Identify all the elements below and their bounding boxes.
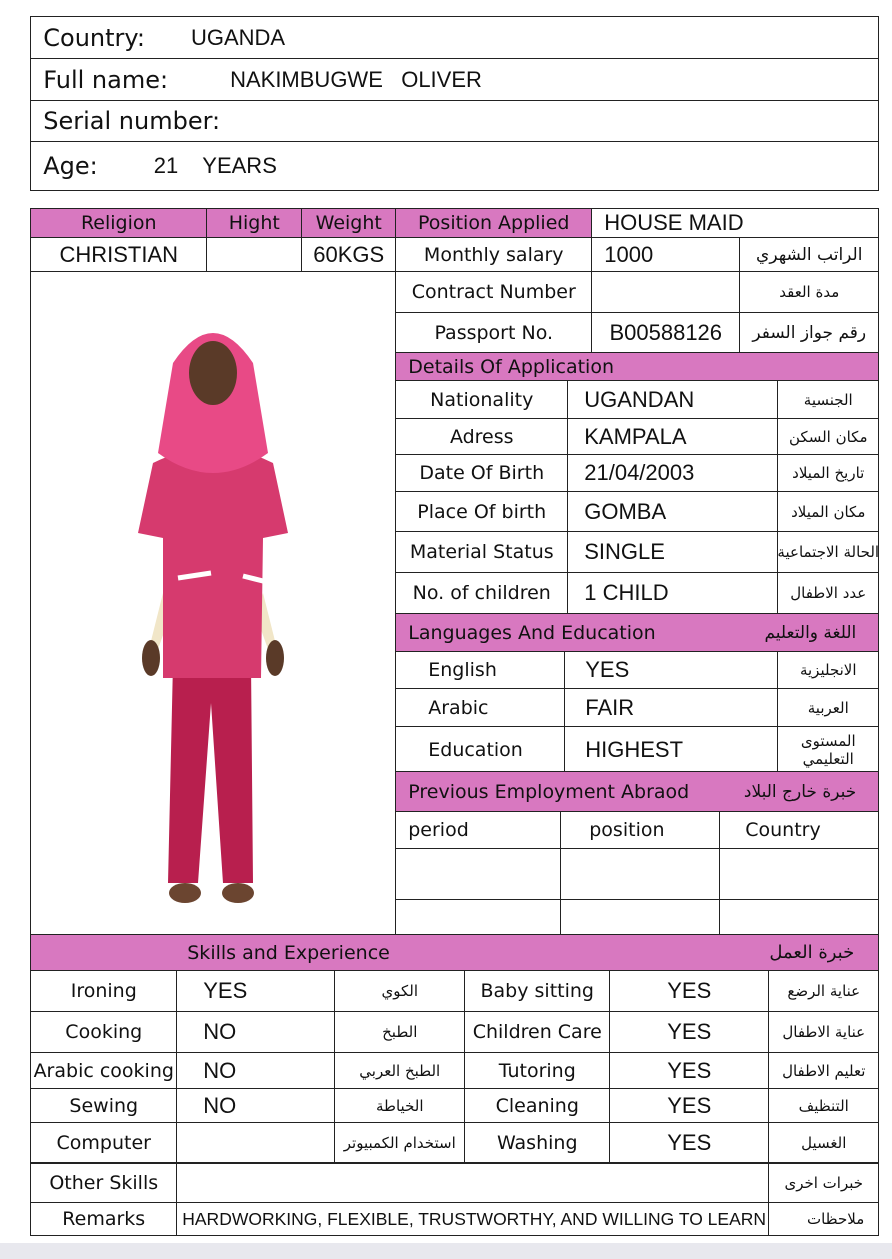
religion-label: Religion [30,208,207,238]
details-value: GOMBA [567,491,778,532]
details-ar: الجنسية [777,380,879,419]
applicant-photo [93,293,333,913]
passport-label: Passport No. [395,312,592,353]
language-label: Arabic [395,688,565,727]
age-value: 21 YEARS [153,153,277,179]
country-row [30,16,879,59]
details-ar: مكان الميلاد [777,491,879,532]
details-label: Nationality [395,380,568,419]
language-label: Education [395,726,565,773]
skill-value: YES [176,970,335,1012]
employment-title: Previous Employment Abraod [408,780,690,803]
weight-label: Weight [301,208,396,238]
skill-ar: عناية الرضع [768,970,879,1012]
employment-cell [560,899,720,935]
languages-title: Languages And Education [408,621,656,644]
skills-title-ar: خبرة العمل [769,942,855,964]
employment-cell [719,899,879,935]
skill-value: YES [609,1052,769,1089]
details-ar: الحالة الاجتماعية [777,531,879,573]
details-label: Adress [395,418,568,455]
skill-ar: استخدام الكمبيوتر [334,1122,465,1164]
details-value: 21/04/2003 [567,454,778,492]
salary-label: Monthly salary [395,237,592,272]
position-value: HOUSE MAID [591,208,879,238]
remarks-ar: ملاحظات [806,1210,865,1229]
serial-row [30,100,879,142]
skill-ar: الكوي [334,970,465,1012]
skill-ar: الطبخ [334,1011,465,1053]
other-skills-label: Other Skills [30,1162,177,1203]
remarks-value: HARDWORKING, FLEXIBLE, TRUSTWORTHY, AND WILLING TO LEARN [176,1202,769,1236]
page-bottom-bar [0,1243,892,1259]
employment-col-country: Country [719,811,879,849]
height-label: Hight [206,208,302,238]
employment-title-ar: خبرة خارج البلاد [743,781,857,802]
employment-col-position: position [560,811,720,849]
skill-label: Washing [464,1122,610,1164]
language-label: English [395,651,565,689]
skill-value: NO [176,1052,335,1089]
contract-value [591,271,740,313]
age-label: Age: [43,152,98,181]
skill-value [176,1122,335,1164]
languages-header [395,613,879,652]
skill-ar: التنظيف [768,1088,879,1123]
country-label: Country: [43,23,145,52]
other-skills-ar: خبرات اخرى [768,1162,879,1203]
position-label: Position Applied [395,208,592,238]
employment-cell [719,848,879,900]
employment-col-period: period [395,811,561,849]
contract-label: Contract Number [395,271,592,313]
language-value: HIGHEST [564,726,778,773]
skill-label: Arabic cooking [30,1052,177,1089]
language-value: YES [564,651,778,689]
weight-value: 60KGS [301,237,396,272]
height-value [206,237,302,272]
details-label: Material Status [395,531,568,573]
details-value: UGANDAN [567,380,778,419]
details-value: 1 CHILD [567,572,778,614]
religion-value: CHRISTIAN [30,237,207,272]
passport-value: B00588126 [591,312,740,353]
skills-header [30,934,879,971]
contract-ar: مدة العقد [739,271,879,313]
serial-label: Serial number: [43,107,221,136]
remarks-ar-cell [768,1202,879,1236]
skills-title: Skills and Experience [187,941,390,964]
employment-cell [395,848,561,900]
fullname-value: NAKIMBUGWE OLIVER [230,66,482,92]
salary-ar: الراتب الشهري [739,237,879,272]
details-label: Place Of birth [395,491,568,532]
details-value: SINGLE [567,531,778,573]
salary-value: 1000 [591,237,740,272]
skill-label: Sewing [30,1088,177,1123]
skill-label: Ironing [30,970,177,1012]
age-row [30,141,879,191]
skill-label: Baby sitting [464,970,610,1012]
skill-value: YES [609,970,769,1012]
other-skills-value [176,1162,769,1203]
details-label: No. of children [395,572,568,614]
remarks-label: Remarks [30,1202,177,1236]
details-value: KAMPALA [567,418,778,455]
language-value: FAIR [564,688,778,727]
skill-value: NO [176,1011,335,1053]
employment-cell [395,899,561,935]
skill-label: Cleaning [464,1088,610,1123]
photo-area [30,271,396,935]
skill-label: Cooking [30,1011,177,1053]
employment-cell [560,848,720,900]
skill-label: Tutoring [464,1052,610,1089]
details-ar: مكان السكن [777,418,879,455]
fullname-label: Full name: [43,65,169,94]
language-ar: الانجليزية [777,651,879,689]
skill-label: Children Care [464,1011,610,1053]
skill-label: Computer [30,1122,177,1164]
language-ar: العربية [777,688,879,727]
passport-ar: رقم جواز السفر [739,312,879,353]
skill-ar: تعليم الاطفال [768,1052,879,1089]
details-label: Date Of Birth [395,454,568,492]
country-value: UGANDA [190,24,286,50]
skill-value: YES [609,1122,769,1164]
skill-value: NO [176,1088,335,1123]
employment-header [395,771,879,812]
fullname-row [30,58,879,101]
skill-ar: الخياطة [334,1088,465,1123]
skill-ar: عناية الاطفال [768,1011,879,1053]
details-ar: عدد الاطفال [777,572,879,614]
language-ar: المستوى التعليمي [777,726,879,773]
languages-title-ar: اللغة والتعليم [764,622,857,643]
skill-ar: الطبخ العربي [334,1052,465,1089]
details-ar: تاريخ الميلاد [777,454,879,492]
skill-value: YES [609,1011,769,1053]
skill-value: YES [609,1088,769,1123]
details-header: Details Of Application [395,352,879,381]
skill-ar: الغسيل [768,1122,879,1164]
